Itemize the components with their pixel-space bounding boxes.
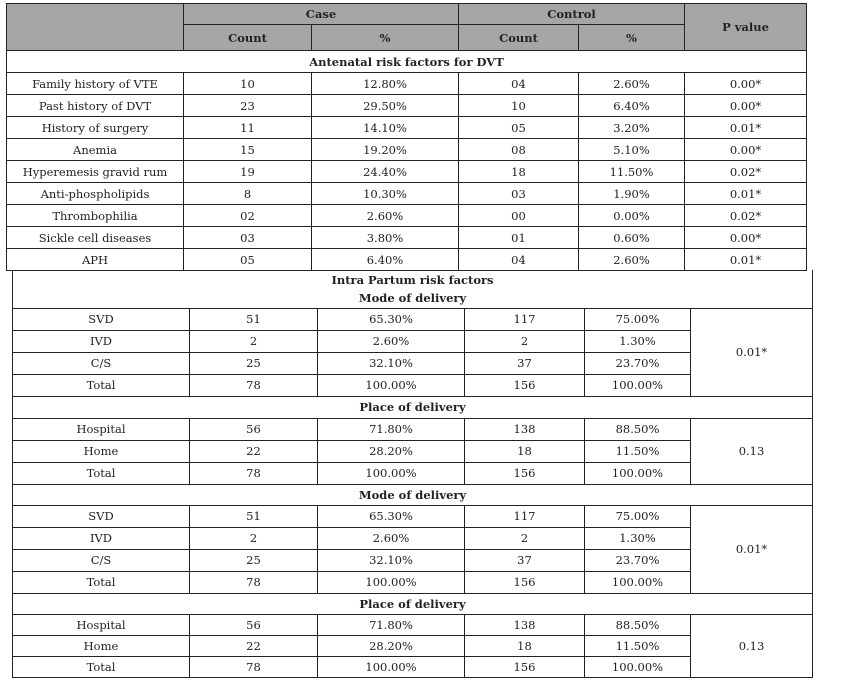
control-percent: 5.10% bbox=[579, 139, 685, 161]
control-count: 156 bbox=[465, 462, 585, 484]
row-label: Anti-phospholipids bbox=[7, 183, 184, 205]
case-count: 8 bbox=[184, 183, 312, 205]
p-value: 0.01* bbox=[685, 117, 807, 139]
p-value: 0.01* bbox=[685, 249, 807, 271]
control-percent: 100.00% bbox=[585, 374, 691, 396]
case-count: 51 bbox=[190, 308, 318, 330]
case-percent: 100.00% bbox=[318, 571, 465, 593]
table-row bbox=[7, 227, 807, 249]
row-label: SVD bbox=[13, 505, 190, 527]
intrapartum-table bbox=[12, 270, 813, 678]
case-percent: 2.60% bbox=[318, 330, 465, 352]
table-row bbox=[7, 95, 807, 117]
block-title: Place of delivery bbox=[13, 396, 813, 418]
case-percent: 10.30% bbox=[312, 183, 459, 205]
p-value: 0.02* bbox=[685, 205, 807, 227]
control-count: 18 bbox=[465, 440, 585, 462]
row-label: Total bbox=[13, 374, 190, 396]
case-count: 2 bbox=[190, 330, 318, 352]
case-percent: 24.40% bbox=[312, 161, 459, 183]
case-percent: 12.80% bbox=[312, 73, 459, 95]
table-row bbox=[7, 183, 807, 205]
control-percent: 0.00% bbox=[579, 205, 685, 227]
control-percent: 1.90% bbox=[579, 183, 685, 205]
control-percent: 75.00% bbox=[585, 505, 691, 527]
header-p-value: P value bbox=[685, 4, 807, 51]
control-count: 05 bbox=[459, 117, 579, 139]
table-row bbox=[7, 249, 807, 271]
section-title-intrapartum: Intra Partum risk factors bbox=[13, 270, 813, 289]
block-title: Mode of delivery bbox=[13, 484, 813, 505]
p-value: 0.01* bbox=[685, 183, 807, 205]
control-percent: 100.00% bbox=[585, 571, 691, 593]
header-case-count: Count bbox=[184, 25, 312, 51]
row-label: IVD bbox=[13, 330, 190, 352]
row-label: Home bbox=[13, 440, 190, 462]
case-count: 2 bbox=[190, 527, 318, 549]
control-percent: 100.00% bbox=[585, 656, 691, 677]
control-count: 156 bbox=[465, 374, 585, 396]
case-percent: 32.10% bbox=[318, 352, 465, 374]
table-row bbox=[7, 161, 807, 183]
row-label: Family history of VTE bbox=[7, 73, 184, 95]
control-percent: 11.50% bbox=[585, 635, 691, 656]
control-count: 156 bbox=[465, 571, 585, 593]
row-label: Anemia bbox=[7, 139, 184, 161]
case-count: 05 bbox=[184, 249, 312, 271]
row-label: Hospital bbox=[13, 614, 190, 635]
case-percent: 14.10% bbox=[312, 117, 459, 139]
case-percent: 19.20% bbox=[312, 139, 459, 161]
p-value: 0.00* bbox=[685, 95, 807, 117]
case-count: 51 bbox=[190, 505, 318, 527]
control-count: 2 bbox=[465, 527, 585, 549]
table-row bbox=[13, 505, 813, 527]
control-count: 138 bbox=[465, 614, 585, 635]
control-count: 04 bbox=[459, 73, 579, 95]
section-title-antenatal: Antenatal risk factors for DVT bbox=[7, 51, 807, 73]
control-percent: 1.30% bbox=[585, 527, 691, 549]
p-value: 0.01* bbox=[691, 505, 813, 593]
case-count: 78 bbox=[190, 656, 318, 677]
table-row bbox=[7, 139, 807, 161]
row-label: Thrombophilia bbox=[7, 205, 184, 227]
row-label: APH bbox=[7, 249, 184, 271]
p-value: 0.00* bbox=[685, 73, 807, 95]
case-count: 11 bbox=[184, 117, 312, 139]
case-count: 78 bbox=[190, 571, 318, 593]
case-percent: 2.60% bbox=[312, 205, 459, 227]
control-count: 37 bbox=[465, 352, 585, 374]
control-percent: 23.70% bbox=[585, 352, 691, 374]
header-control-percent: % bbox=[579, 25, 685, 51]
control-percent: 0.60% bbox=[579, 227, 685, 249]
case-count: 10 bbox=[184, 73, 312, 95]
block-title: Mode of delivery bbox=[13, 289, 813, 308]
case-count: 25 bbox=[190, 549, 318, 571]
case-percent: 32.10% bbox=[318, 549, 465, 571]
control-count: 03 bbox=[459, 183, 579, 205]
case-count: 15 bbox=[184, 139, 312, 161]
table-row bbox=[13, 418, 813, 440]
table-row bbox=[7, 73, 807, 95]
row-label: SVD bbox=[13, 308, 190, 330]
case-percent: 71.80% bbox=[318, 614, 465, 635]
p-value: 0.13 bbox=[691, 418, 813, 484]
case-count: 22 bbox=[190, 635, 318, 656]
p-value: 0.00* bbox=[685, 139, 807, 161]
row-label: Hospital bbox=[13, 418, 190, 440]
row-label: C/S bbox=[13, 352, 190, 374]
table-row bbox=[7, 205, 807, 227]
control-percent: 2.60% bbox=[579, 249, 685, 271]
case-percent: 65.30% bbox=[318, 505, 465, 527]
control-percent: 75.00% bbox=[585, 308, 691, 330]
control-percent: 100.00% bbox=[585, 462, 691, 484]
control-count: 00 bbox=[459, 205, 579, 227]
case-percent: 2.60% bbox=[318, 527, 465, 549]
row-label: Sickle cell diseases bbox=[7, 227, 184, 249]
control-count: 2 bbox=[465, 330, 585, 352]
case-count: 03 bbox=[184, 227, 312, 249]
case-count: 78 bbox=[190, 462, 318, 484]
case-percent: 29.50% bbox=[312, 95, 459, 117]
table-row bbox=[13, 308, 813, 330]
p-value: 0.13 bbox=[691, 614, 813, 677]
row-label: Total bbox=[13, 571, 190, 593]
control-count: 138 bbox=[465, 418, 585, 440]
table-row bbox=[13, 614, 813, 635]
header-control: Control bbox=[459, 4, 685, 25]
control-count: 156 bbox=[465, 656, 585, 677]
case-count: 22 bbox=[190, 440, 318, 462]
table-row bbox=[7, 117, 807, 139]
case-percent: 100.00% bbox=[318, 374, 465, 396]
case-count: 23 bbox=[184, 95, 312, 117]
control-count: 18 bbox=[459, 161, 579, 183]
p-value: 0.01* bbox=[691, 308, 813, 396]
case-percent: 28.20% bbox=[318, 440, 465, 462]
control-count: 37 bbox=[465, 549, 585, 571]
case-percent: 65.30% bbox=[318, 308, 465, 330]
control-percent: 1.30% bbox=[585, 330, 691, 352]
case-percent: 6.40% bbox=[312, 249, 459, 271]
control-percent: 88.50% bbox=[585, 418, 691, 440]
row-label: Total bbox=[13, 462, 190, 484]
row-label: History of surgery bbox=[7, 117, 184, 139]
p-value: 0.02* bbox=[685, 161, 807, 183]
row-label: Home bbox=[13, 635, 190, 656]
header-case-percent: % bbox=[312, 25, 459, 51]
control-percent: 88.50% bbox=[585, 614, 691, 635]
control-percent: 6.40% bbox=[579, 95, 685, 117]
case-count: 56 bbox=[190, 614, 318, 635]
case-count: 02 bbox=[184, 205, 312, 227]
control-count: 117 bbox=[465, 505, 585, 527]
row-label: IVD bbox=[13, 527, 190, 549]
case-percent: 3.80% bbox=[312, 227, 459, 249]
case-percent: 71.80% bbox=[318, 418, 465, 440]
header-control-count: Count bbox=[459, 25, 579, 51]
case-percent: 28.20% bbox=[318, 635, 465, 656]
case-count: 56 bbox=[190, 418, 318, 440]
case-percent: 100.00% bbox=[318, 462, 465, 484]
control-percent: 2.60% bbox=[579, 73, 685, 95]
control-count: 18 bbox=[465, 635, 585, 656]
control-percent: 23.70% bbox=[585, 549, 691, 571]
control-count: 04 bbox=[459, 249, 579, 271]
row-label: Past history of DVT bbox=[7, 95, 184, 117]
control-percent: 11.50% bbox=[579, 161, 685, 183]
case-count: 78 bbox=[190, 374, 318, 396]
p-value: 0.00* bbox=[685, 227, 807, 249]
row-label: Total bbox=[13, 656, 190, 677]
row-label: Hyperemesis gravid rum bbox=[7, 161, 184, 183]
case-percent: 100.00% bbox=[318, 656, 465, 677]
case-count: 19 bbox=[184, 161, 312, 183]
header-blank bbox=[7, 4, 184, 51]
header-case: Case bbox=[184, 4, 459, 25]
control-percent: 3.20% bbox=[579, 117, 685, 139]
control-count: 10 bbox=[459, 95, 579, 117]
control-percent: 11.50% bbox=[585, 440, 691, 462]
control-count: 117 bbox=[465, 308, 585, 330]
control-count: 08 bbox=[459, 139, 579, 161]
block-title: Place of delivery bbox=[13, 593, 813, 614]
case-count: 25 bbox=[190, 352, 318, 374]
antenatal-table bbox=[6, 3, 807, 271]
row-label: C/S bbox=[13, 549, 190, 571]
control-count: 01 bbox=[459, 227, 579, 249]
